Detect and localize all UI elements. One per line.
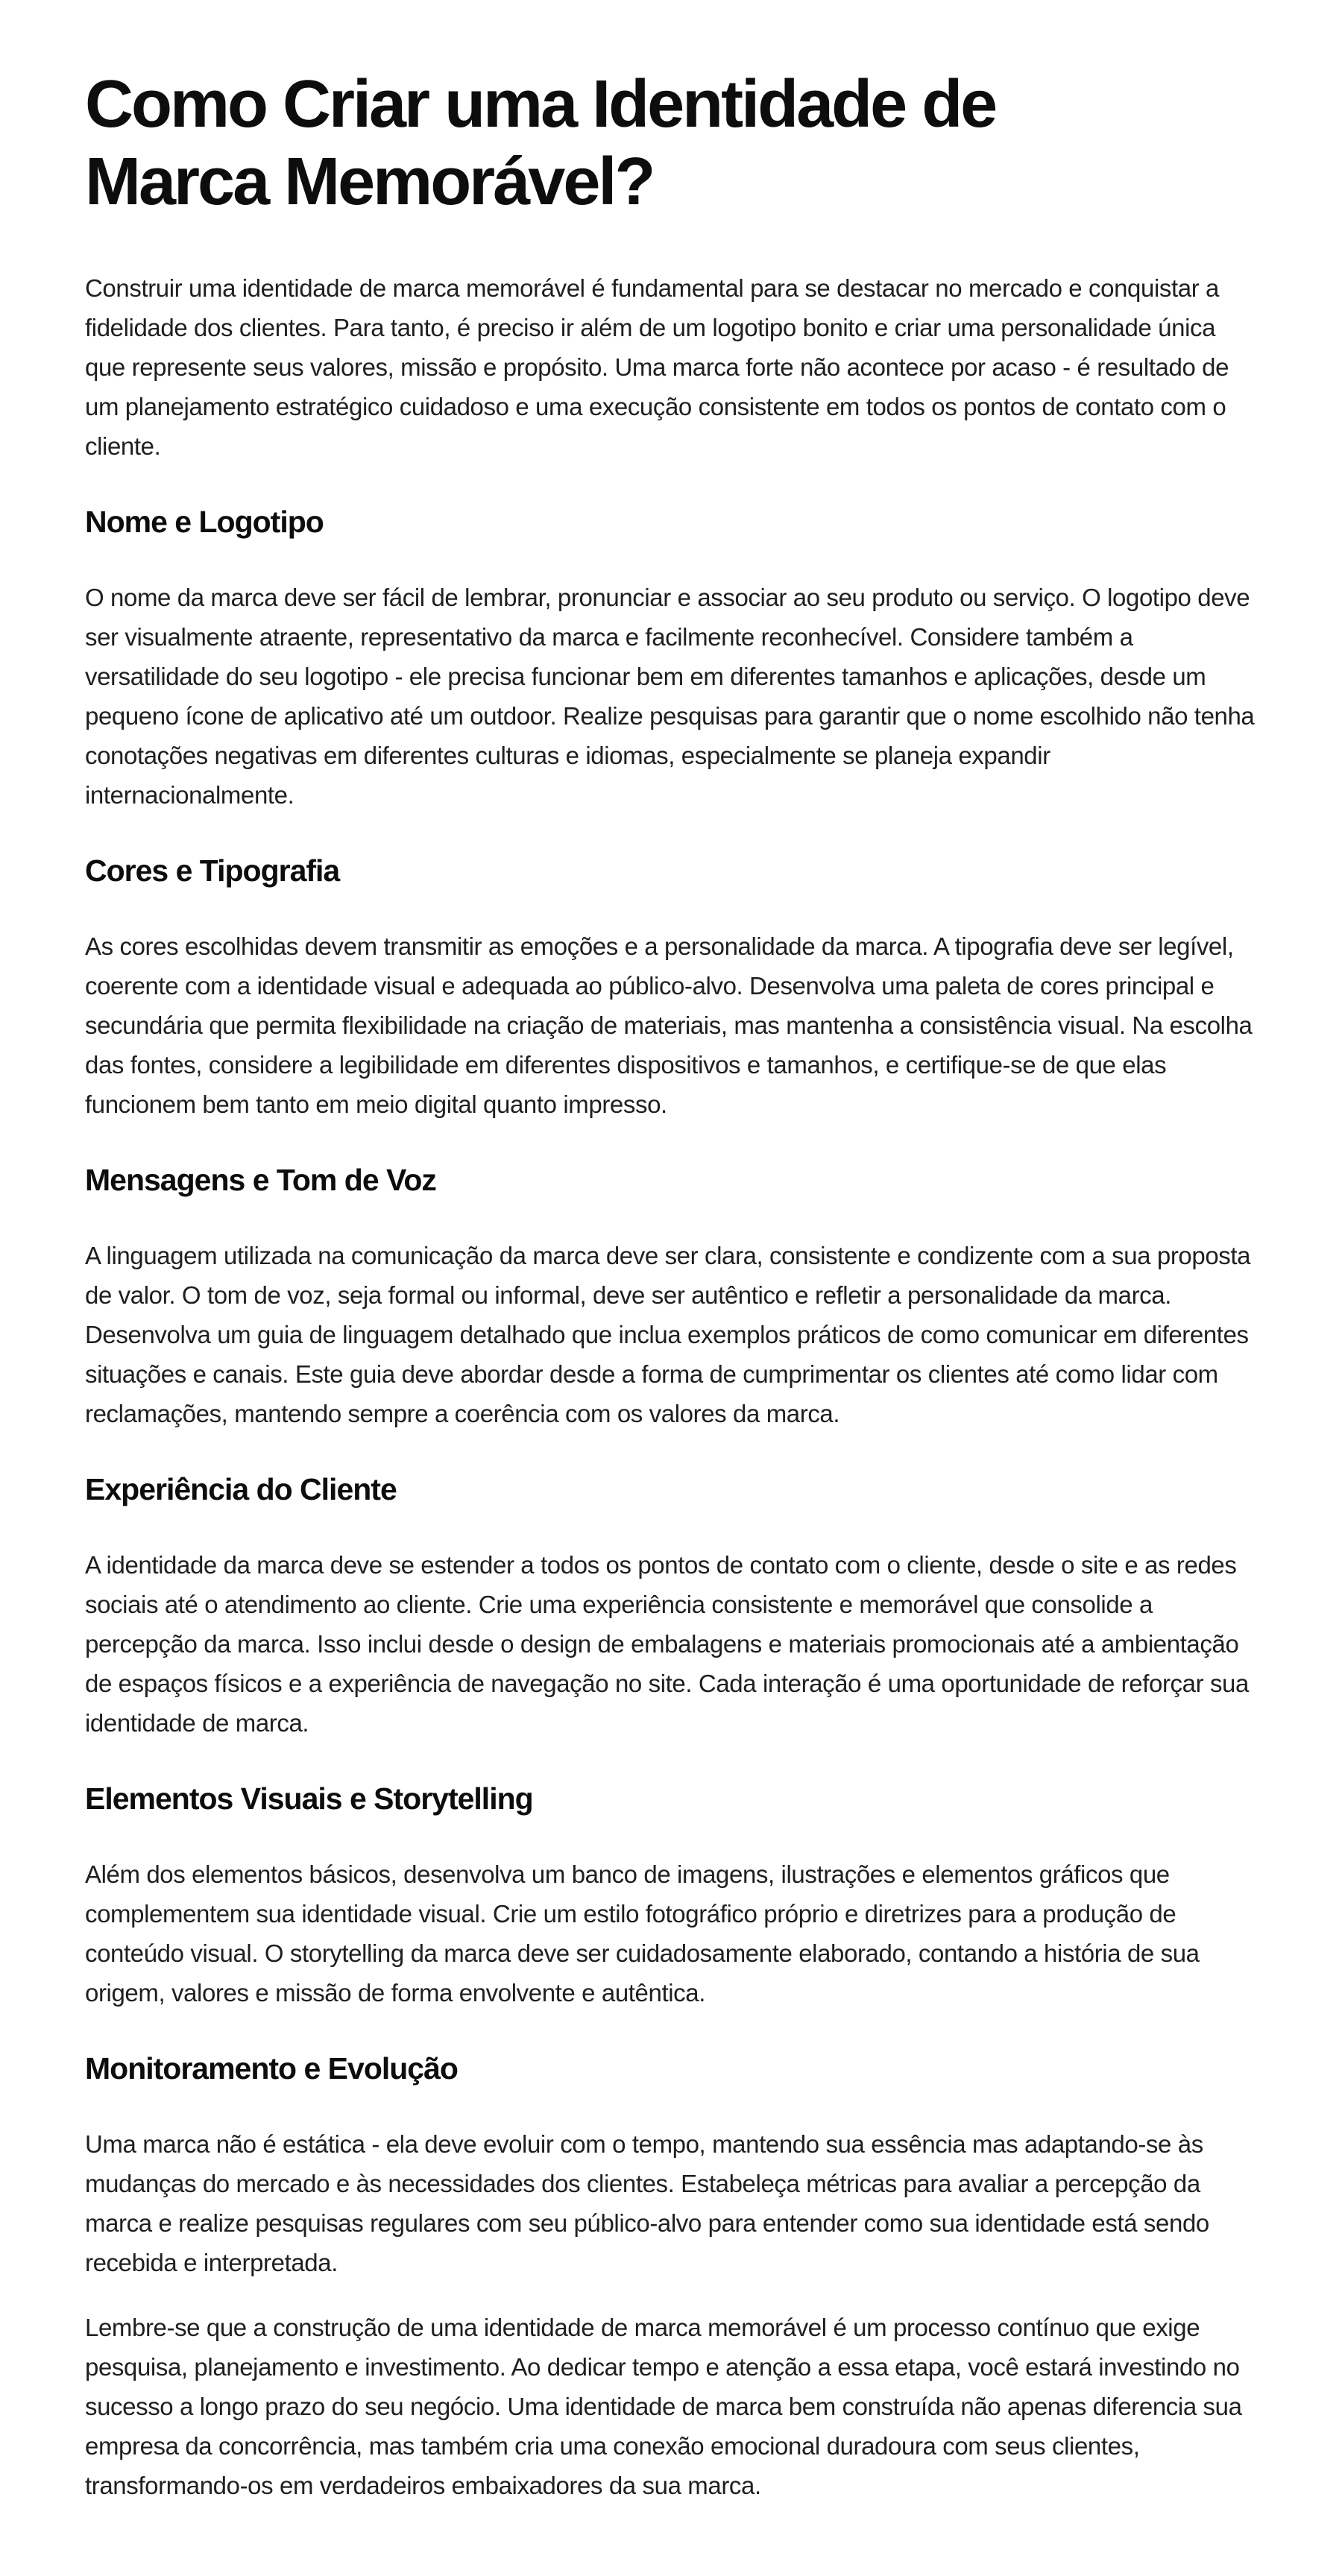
section-monitoramento-e-evolucao	[85, 2050, 1257, 2282]
section-paragraph: A linguagem utilizada na comunicação da marca deve ser clara, consistente e condizente com a sua proposta de valor. O tom de voz, seja formal ou informal, deve ser autêntico e refletir a personalidade da marca. Desenvolva um guia de linguagem detalhado que inclua exemplos práticos de como comunicar em diferentes situações e canais. Este guia deve abordar desde a forma de cumprimentar os clientes até como lidar com reclamações, mantendo sempre a coerência com os valores da marca.	[85, 1242, 1251, 1427]
section-cores-e-tipografia	[85, 852, 1257, 1124]
section-mensagens-e-tom-de-voz	[85, 1161, 1257, 1433]
section-paragraph: Uma marca não é estática - ela deve evoluir com o tempo, mantendo sua essência mas adaptando-se às mudanças do mercado e às necessidades dos clientes. Estabeleça métricas para avaliar a percepção da marca e realize pesquisas regulares com seu público-alvo para entender como sua identidade está sendo recebida e interpretada.	[85, 2130, 1209, 2276]
section-paragraph: A identidade da marca deve se estender a todos os pontos de contato com o cliente, desde o site e as redes sociais até o atendimento ao cliente. Crie uma experiência consistente e memorável que consolide a percepção da marca. Isso inclui desde o design de embalagens e materiais promocionais até a ambientação de espaços físicos e a experiência de navegação no site. Cada interação é uma oportunidade de reforçar sua identidade de marca.	[85, 1551, 1249, 1737]
section-heading: Experiência do Cliente	[85, 1472, 397, 1506]
section-heading: Cores e Tipografia	[85, 853, 340, 888]
page-title: Como Criar uma Identidade de Marca Memorável?	[85, 67, 996, 219]
section-paragraph: O nome da marca deve ser fácil de lembrar, pronunciar e associar ao seu produto ou serviço. O logotipo deve ser visualmente atraente, representativo da marca e facilmente reconhecível. Considere também a versatilidade do seu logotipo - ele precisa funcionar bem em diferentes tamanhos e aplicações, desde um pequeno ícone de aplicativo até um outdoor. Realize pesquisas para garantir que o nome escolhido não tenha conotações negativas em diferentes culturas e idiomas, especialmente se planeja expandir internacionalmente.	[85, 584, 1255, 809]
section-paragraph: As cores escolhidas devem transmitir as emoções e a personalidade da marca. A tipografia deve ser legível, coerente com a identidade visual e adequada ao público-alvo. Desenvolva uma paleta de cores principal e secundária que permita flexibilidade na criação de materiais, mas mantenha a consistência visual. Na escolha das fontes, considere a legibilidade em diferentes dispositivos e tamanhos, e certifique-se de que elas funcionem bem tanto em meio digital quanto impresso.	[85, 932, 1253, 1118]
section-heading: Elementos Visuais e Storytelling	[85, 1781, 533, 1816]
section-heading: Monitoramento e Evolução	[85, 2051, 458, 2086]
section-paragraph: Além dos elementos básicos, desenvolva um banco de imagens, ilustrações e elementos gráficos que complementem sua identidade visual. Crie um estilo fotográfico próprio e diretrizes para a produção de conteúdo visual. O storytelling da marca deve ser cuidadosamente elaborado, contando a história de sua origem, valores e missão de forma envolvente e autêntica.	[85, 1860, 1200, 2007]
section-heading: Mensagens e Tom de Voz	[85, 1163, 436, 1197]
section-nome-e-logotipo	[85, 503, 1257, 815]
section-heading: Nome e Logotipo	[85, 505, 324, 539]
intro-paragraph: Construir uma identidade de marca memorável é fundamental para se destacar no mercado e conquistar a fidelidade dos clientes. Para tanto, é preciso ir além de um logotipo bonito e criar uma personalidade única que represente seus valores, missão e propósito. Uma marca forte não acontece por acaso - é resultado de um planejamento estratégico cuidadoso e uma execução consistente em todos os pontos de contato com o cliente.	[85, 274, 1229, 460]
conclusion-paragraph: Lembre-se que a construção de uma identidade de marca memorável é um processo contínuo que exige pesquisa, planejamento e investimento. Ao dedicar tempo e atenção a essa etapa, você estará investindo no sucesso a longo prazo do seu negócio. Uma identidade de marca bem construída não apenas diferencia sua empresa da concorrência, mas também cria uma conexão emocional duradoura com seus clientes, transformando-os em verdadeiros embaixadores da sua marca.	[85, 2314, 1242, 2499]
section-experiencia-do-cliente	[85, 1471, 1257, 1743]
section-elementos-visuais-e-storytelling	[85, 1780, 1257, 2012]
